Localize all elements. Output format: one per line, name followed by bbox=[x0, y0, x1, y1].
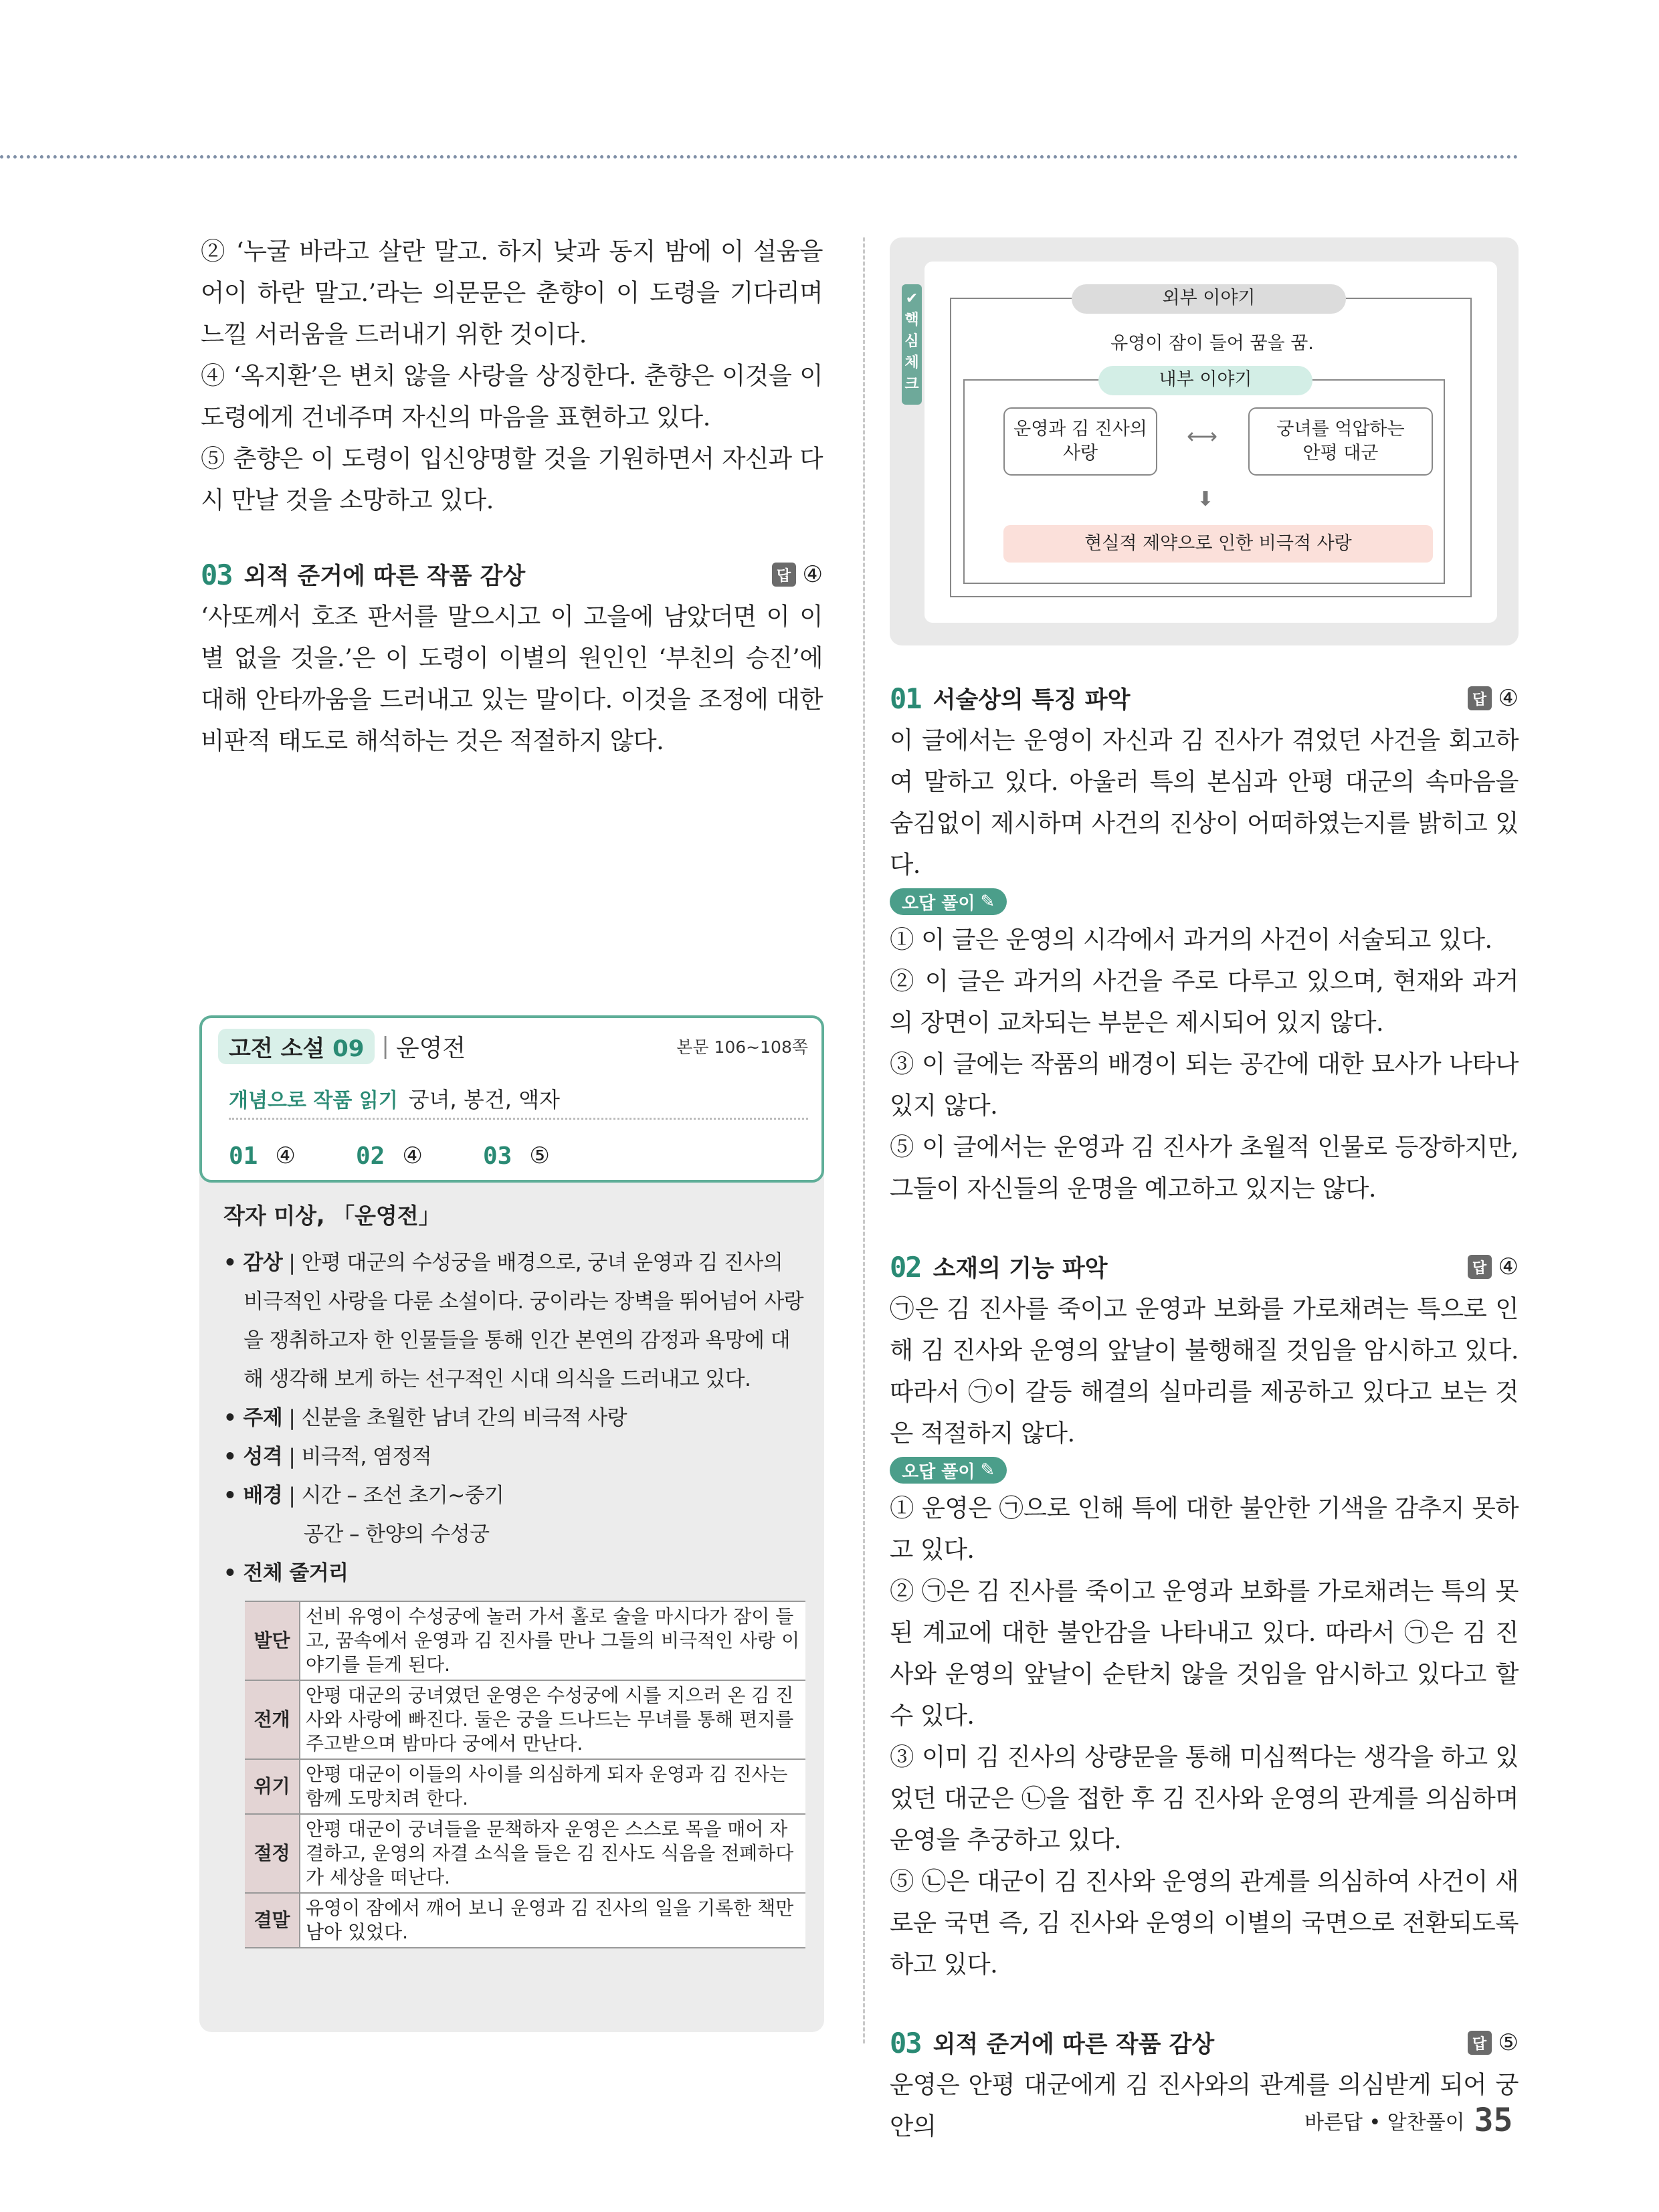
plot-stage: 절정 bbox=[245, 1814, 300, 1893]
plot-table bbox=[245, 1601, 805, 1948]
answer bbox=[1468, 2029, 1519, 2056]
nature-value: 비극적, 염정적 bbox=[301, 1445, 432, 1469]
answer bbox=[772, 561, 823, 588]
genre-label: 고전 소설 bbox=[229, 1035, 325, 1062]
left-q03-heading bbox=[201, 553, 823, 596]
key-check-box bbox=[890, 237, 1519, 645]
setting-row: • 배경 | 시간 – 조선 초기~중기 bbox=[223, 1484, 504, 1508]
left-q03-body: ‘사또께서 호조 판서를 말으시고 이 고을에 남았더면 이 이별 없을 것을.’은 이 도령이 이별의 원인인 ‘부친의 승진’에 대해 안타까움을 드러내고 있는 말이다. 이것을 조정에 대한 비판적 태도로 해석하는 것은 적절하지 않다. bbox=[201, 602, 823, 755]
love-box-line: 운영과 김 진사의 bbox=[1013, 419, 1147, 439]
page-footer bbox=[1304, 2100, 1512, 2140]
wrong-answer-label: 오답 풀이 bbox=[902, 1462, 975, 1482]
table-row bbox=[245, 1893, 805, 1948]
answer-value: ④ bbox=[1498, 1253, 1519, 1280]
question-title: 외적 준거에 따른 작품 감상 bbox=[933, 2031, 1215, 2058]
q01-body: 이 글에서는 운영이 자신과 김 진사가 겪었던 사건을 회고하여 말하고 있다. 아울러 특의 본심과 안평 대군의 속마음을 숨김없이 제시하며 사건의 진상이 어떠하였는지를 밝히고 있다. bbox=[890, 726, 1519, 879]
q03-body: 운영은 안평 대군에게 김 진사와의 관계를 의심받게 되어 궁 안의 bbox=[890, 2070, 1519, 2140]
plot-row bbox=[223, 1554, 805, 1593]
wrong-answer-badge bbox=[890, 1457, 1007, 1484]
footer-text: 바른답 • 알찬풀이 bbox=[1304, 2111, 1465, 2134]
concept-read-value: 궁녀, 봉건, 액자 bbox=[408, 1086, 560, 1112]
plot-stage: 전개 bbox=[245, 1680, 300, 1759]
answer-icon: 답 bbox=[1468, 686, 1492, 710]
appreciation-text: 안평 대군의 수성궁을 배경으로, 궁녀 운영과 김 진사의 bbox=[301, 1251, 783, 1275]
table-row bbox=[245, 1759, 805, 1814]
setting-space: 공간 – 한양의 수성궁 bbox=[304, 1522, 490, 1546]
plot-key: • 전체 줄거리 bbox=[223, 1561, 349, 1585]
concept-answer-row bbox=[229, 1140, 808, 1172]
appreciation-text: 비극적인 사랑을 다룬 소설이다. 궁이라는 장벽을 뛰어넘어 사랑 bbox=[243, 1290, 804, 1314]
list-item: ② ㉠은 김 진사를 죽이고 운영과 보화를 가로채려는 특의 못된 계교에 대한 불안감을 나타내고 있다. 따라서 ㉠은 김 진사와 운영의 앞날이 순탄치 않을 것임을 암시하고 있다고 할 수 있다. bbox=[890, 1577, 1519, 1730]
question-title: 서술상의 특징 파악 bbox=[933, 687, 1131, 714]
q02-heading bbox=[890, 1245, 1519, 1288]
genre-chip bbox=[218, 1029, 375, 1064]
left-column bbox=[201, 231, 823, 762]
outer-story-frame bbox=[950, 288, 1472, 597]
down-arrow-icon: ⬇ bbox=[1197, 488, 1214, 511]
wrong-answer-label: 오답 풀이 bbox=[902, 893, 975, 914]
concept-box bbox=[199, 1015, 824, 2032]
concept-answer-number: 02 bbox=[356, 1142, 385, 1170]
appreciation-text: 을 쟁취하고자 한 인물들을 통해 인간 본연의 감정과 욕망에 대 bbox=[243, 1328, 790, 1352]
appreciation-text: 해 생각해 보게 하는 선구적인 시대 의식을 드러내고 있다. bbox=[243, 1367, 751, 1391]
answer-icon: 답 bbox=[1468, 1255, 1492, 1279]
concept-read-label: 개념으로 작품 읽기 bbox=[229, 1088, 398, 1112]
answer-value: ⑤ bbox=[1498, 2029, 1519, 2056]
question-number: 03 bbox=[890, 2026, 921, 2059]
q02-body: ㉠은 김 진사를 죽이고 운영과 보화를 가로채려는 특으로 인해 김 진사와 운영의 앞날이 불행해질 것임을 암시하고 있다. 따라서 ㉠이 갈등 해결의 실마리를 제공하고 있다고 보는 것은 적절하지 않다. bbox=[890, 1294, 1519, 1447]
list-item: ① 운영은 ㉠으로 인해 특에 대한 불안한 기색을 감추지 못하고 있다. bbox=[890, 1494, 1519, 1564]
list-item: ③ 이 글에는 작품의 배경이 되는 공간에 대한 묘사가 나타나 있지 않다. bbox=[890, 1049, 1519, 1120]
nature-row: • 성격 | 비극적, 염정적 bbox=[223, 1445, 432, 1469]
list-item: ③ 이미 김 진사의 상량문을 통해 미심쩍다는 생각을 하고 있었던 대군은 ㉡을 접한 후 김 진사와 운영의 관계를 의심하며 운영을 추궁하고 있다. bbox=[890, 1742, 1519, 1854]
concept-read-row bbox=[229, 1088, 808, 1120]
concept-answer-number: 01 bbox=[229, 1142, 258, 1170]
q01-items bbox=[890, 919, 1519, 1209]
outer-story-label: 외부 이야기 bbox=[1072, 284, 1346, 314]
list-item: ⑤ 이 글에서는 운영과 김 진사가 초월적 인물로 등장하지만, 그들이 자신들의 운명을 예고하고 있지는 않다. bbox=[890, 1132, 1519, 1203]
nature-key: • 성격 bbox=[223, 1445, 283, 1469]
list-item: ① 이 글은 운영의 시각에서 과거의 사건이 서술되고 있다. bbox=[890, 925, 1492, 954]
bidirectional-arrow-icon: ⟷ bbox=[1187, 423, 1217, 449]
answer-value: ④ bbox=[1498, 685, 1519, 712]
tab-char: 핵 bbox=[904, 312, 919, 328]
top-dotted-rule bbox=[0, 155, 1519, 159]
pencil-icon: ✎ bbox=[980, 1460, 995, 1480]
concept-title-bar bbox=[218, 1030, 808, 1062]
pencil-icon: ✎ bbox=[980, 892, 995, 912]
answer bbox=[1468, 685, 1519, 712]
author-line: 작자 미상, 「운영전」 bbox=[223, 1203, 441, 1229]
setting-time: 시간 – 조선 초기~중기 bbox=[301, 1484, 504, 1508]
theme-key: • 주제 bbox=[223, 1406, 283, 1430]
concept-answer bbox=[483, 1142, 610, 1170]
plot-stage: 위기 bbox=[245, 1759, 300, 1814]
left-item: ② ‘누굴 바라고 살란 말고. 하지 낮과 동지 밤에 이 설움을 어이 하란 말고.’라는 의문문은 춘향이 이 도령을 기다리며 느낄 서러움을 드러내기 위한 것이다. bbox=[201, 237, 823, 348]
table-row bbox=[245, 1814, 805, 1893]
tab-char: 체 bbox=[904, 355, 919, 371]
plot-desc: 안평 대군이 궁녀들을 문책하자 운영은 스스로 목을 매어 자결하고, 운영의 자결 소식을 들은 김 진사도 식음을 전폐하다가 세상을 떠난다. bbox=[300, 1814, 805, 1893]
check-icon: ✔ bbox=[905, 290, 918, 307]
question-number: 03 bbox=[201, 558, 232, 591]
inner-story-frame bbox=[963, 369, 1445, 584]
concept-answer-value: ④ bbox=[275, 1142, 296, 1169]
question-title: 소재의 기능 파악 bbox=[933, 1255, 1108, 1282]
page-number: 35 bbox=[1474, 2102, 1513, 2139]
love-box-line: 사랑 bbox=[1062, 443, 1098, 464]
column-divider bbox=[863, 237, 865, 2043]
plot-desc: 유영이 잠에서 깨어 보니 운영과 김 진사의 일을 기록한 책만 남아 있었다. bbox=[300, 1893, 805, 1948]
question-number: 02 bbox=[890, 1250, 921, 1284]
key-check-diagram bbox=[924, 262, 1497, 623]
concept-card bbox=[199, 1015, 824, 1183]
concept-answer bbox=[356, 1142, 483, 1170]
work-title: 운영전 bbox=[395, 1034, 466, 1062]
list-item: ⑤ ㉡은 대군이 김 진사와 운영의 관계를 의심하여 사건이 새로운 국면 즉, 김 진사와 운영의 이별의 국면으로 전환되도록 하고 있다. bbox=[890, 1867, 1519, 1979]
genre-number: 09 bbox=[332, 1035, 365, 1062]
left-item: ⑤ 춘향은 이 도령이 입신양명할 것을 기원하면서 자신과 다시 만날 것을 소망하고 있다. bbox=[201, 444, 823, 514]
prince-box bbox=[1248, 407, 1433, 476]
table-row bbox=[245, 1601, 805, 1680]
plot-desc: 안평 대군의 궁녀였던 운영은 수성궁에 시를 지으러 온 김 진사와 사랑에 빠진다. 둘은 궁을 드나드는 무녀를 통해 편지를 주고받으며 밤마다 궁에서 만난다. bbox=[300, 1680, 805, 1759]
plot-desc: 선비 유영이 수성궁에 놀러 가서 홀로 술을 마시다가 잠이 들고, 꿈속에서 운영과 김 진사를 만나 그들의 비극적인 사랑 이야기를 듣게 된다. bbox=[300, 1601, 805, 1680]
answer bbox=[1468, 1253, 1519, 1280]
appreciation-key: • 감상 bbox=[223, 1251, 283, 1275]
title-separator: | bbox=[381, 1033, 389, 1060]
answer-value: ④ bbox=[802, 561, 823, 588]
love-box bbox=[1003, 407, 1157, 476]
result-label: 현실적 제약으로 인한 비극적 사랑 bbox=[1003, 525, 1433, 563]
list-item: ② 이 글은 과거의 사건을 주로 다루고 있으며, 현재와 과거의 장면이 교차되는 부분은 제시되어 있지 않다. bbox=[890, 967, 1519, 1037]
question-title: 외적 준거에 따른 작품 감상 bbox=[243, 563, 526, 590]
question-number: 01 bbox=[890, 682, 921, 715]
plot-stage: 결말 bbox=[245, 1893, 300, 1948]
left-item: ④ ‘옥지환’은 변치 않을 사랑을 상징한다. 춘향은 이것을 이 도령에게 건네주며 자신의 마음을 표현하고 있다. bbox=[201, 361, 823, 431]
concept-answer-value: ④ bbox=[402, 1142, 423, 1169]
concept-answer bbox=[229, 1142, 356, 1170]
appreciation-row: • 감상 | 안평 대군의 수성궁을 배경으로, 궁녀 운영과 김 진사의 bbox=[223, 1251, 783, 1275]
plot-stage: 발단 bbox=[245, 1601, 300, 1680]
concept-answer-number: 03 bbox=[483, 1142, 512, 1170]
prince-box-line: 안평 대군 bbox=[1302, 443, 1379, 464]
wrong-answer-badge bbox=[890, 888, 1007, 915]
right-column bbox=[890, 677, 1519, 2147]
q03-heading bbox=[890, 2021, 1519, 2064]
answer-icon: 답 bbox=[772, 563, 796, 587]
setting-key: • 배경 bbox=[223, 1484, 283, 1508]
answer-icon: 답 bbox=[1468, 2031, 1492, 2055]
key-check-tab bbox=[902, 284, 922, 405]
concept-body bbox=[223, 1199, 805, 1948]
page-reference: 본문 106~108쪽 bbox=[676, 1037, 808, 1057]
theme-row: • 주제 | 신분을 초월한 남녀 간의 비극적 사랑 bbox=[223, 1406, 627, 1430]
q02-items bbox=[890, 1488, 1519, 1985]
tab-char: 심 bbox=[904, 333, 919, 350]
inner-story-label: 내부 이야기 bbox=[1098, 366, 1312, 395]
theme-value: 신분을 초월한 남녀 간의 비극적 사랑 bbox=[301, 1406, 627, 1430]
tab-char: 크 bbox=[904, 376, 919, 393]
left-answer-items bbox=[201, 231, 823, 521]
plot-desc: 안평 대군이 이들의 사이를 의심하게 되자 운영과 김 진사는 함께 도망치려 한다. bbox=[300, 1759, 805, 1814]
outer-story-text: 유영이 잠이 들어 꿈을 꿈. bbox=[1110, 333, 1314, 354]
prince-box-line: 궁녀를 억압하는 bbox=[1276, 419, 1405, 439]
q01-heading bbox=[890, 677, 1519, 720]
table-row bbox=[245, 1680, 805, 1759]
concept-answer-value: ⑤ bbox=[529, 1142, 550, 1169]
